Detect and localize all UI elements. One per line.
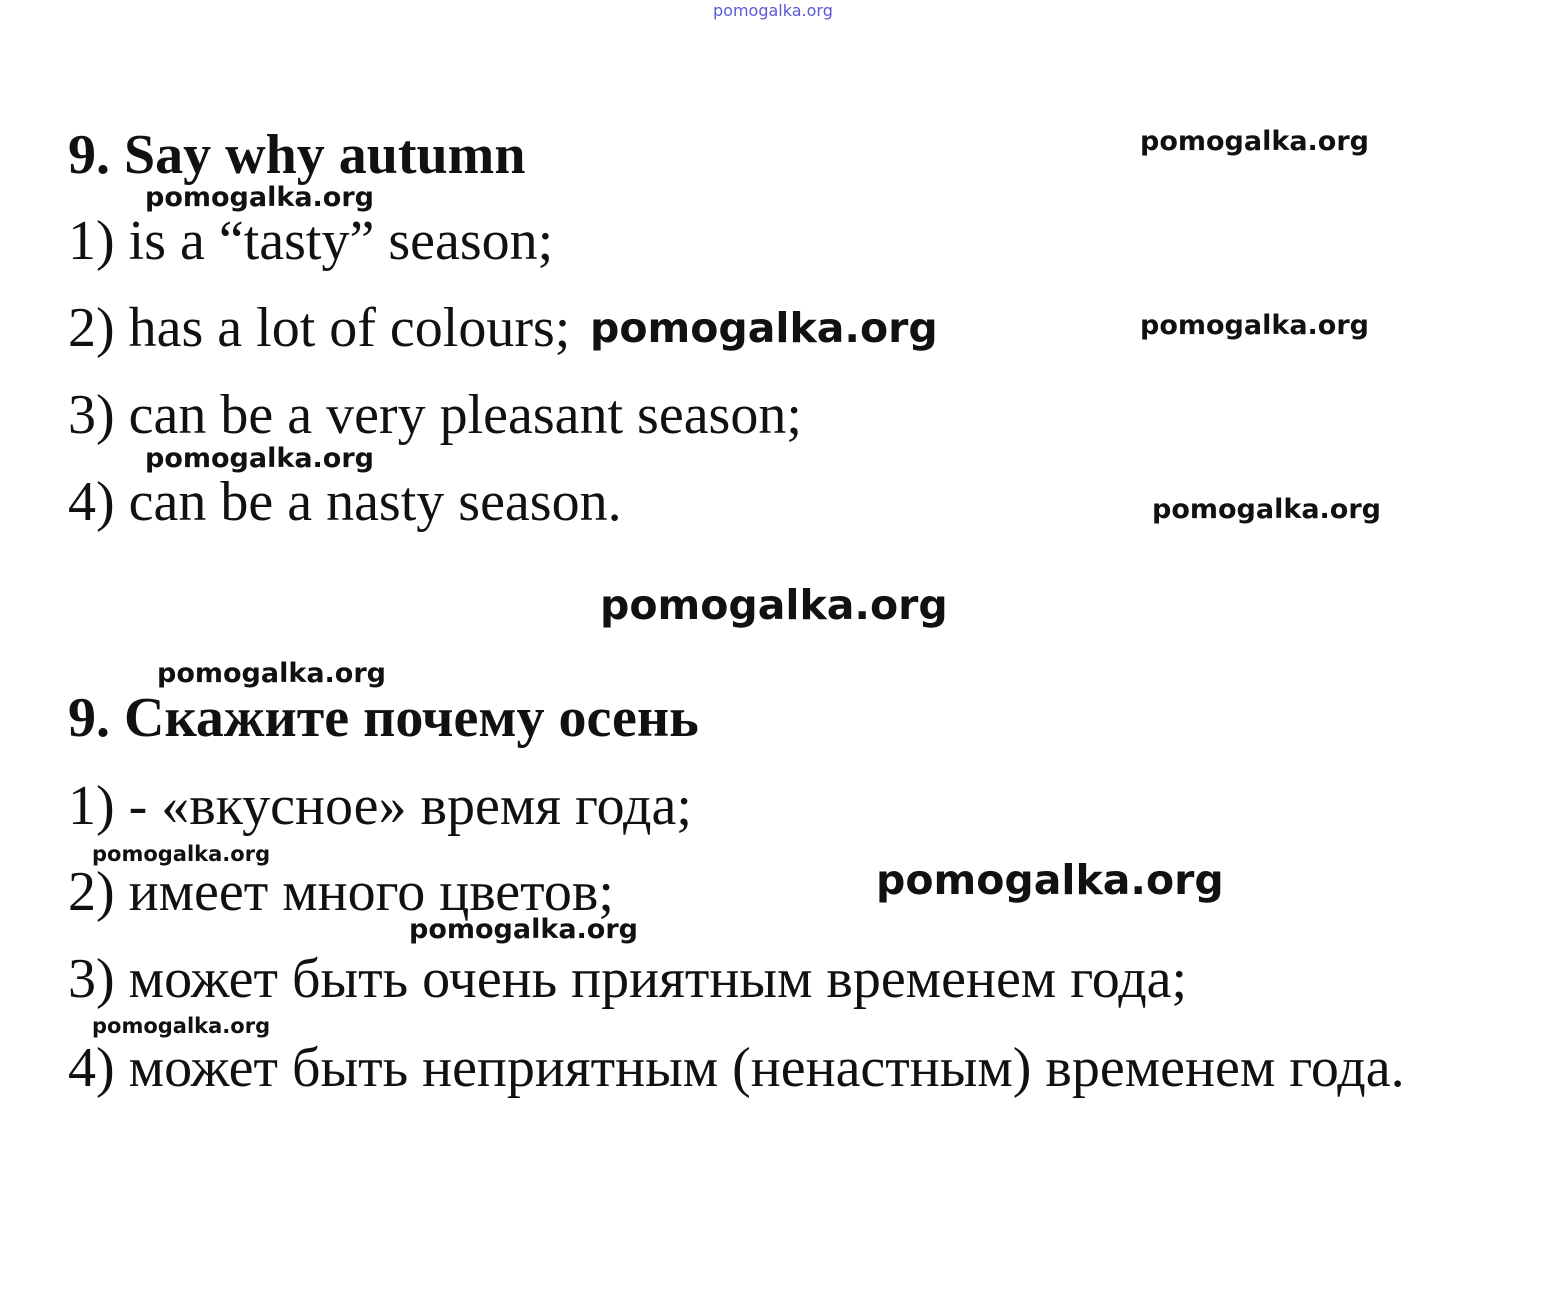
english-heading: 9. Say why autumn [68,124,526,186]
watermark-7: pomogalka.org [600,581,948,629]
watermark-11: pomogalka.org [409,914,638,945]
english-item-2: 2) has a lot of colours; [68,297,571,359]
watermark-5: pomogalka.org [145,443,374,474]
watermark-6: pomogalka.org [1152,494,1381,525]
russian-heading: 9. Скажите почему осень [68,687,699,749]
watermark-4: pomogalka.org [1140,310,1369,341]
watermark-3: pomogalka.org [590,304,938,352]
top-watermark-link[interactable]: pomogalka.org [713,1,833,20]
english-item-4: 4) can be a nasty season. [68,471,622,533]
watermark-1: pomogalka.org [1140,126,1369,157]
watermark-12: pomogalka.org [92,1014,271,1038]
russian-item-1: 1) - «вкусное» время года; [68,775,692,837]
watermark-10: pomogalka.org [876,856,1224,904]
watermark-9: pomogalka.org [92,842,271,866]
russian-item-2: 2) имеет много цветов; [68,861,614,923]
watermark-8: pomogalka.org [157,658,386,689]
russian-item-3: 3) может быть очень приятным временем года; [68,948,1188,1010]
english-item-3: 3) can be a very pleasant season; [68,384,802,446]
watermark-2: pomogalka.org [145,182,374,213]
russian-item-4: 4) может быть неприятным (ненастным) временем года. [68,1037,1405,1099]
english-item-1: 1) is a “tasty” season; [68,210,554,272]
